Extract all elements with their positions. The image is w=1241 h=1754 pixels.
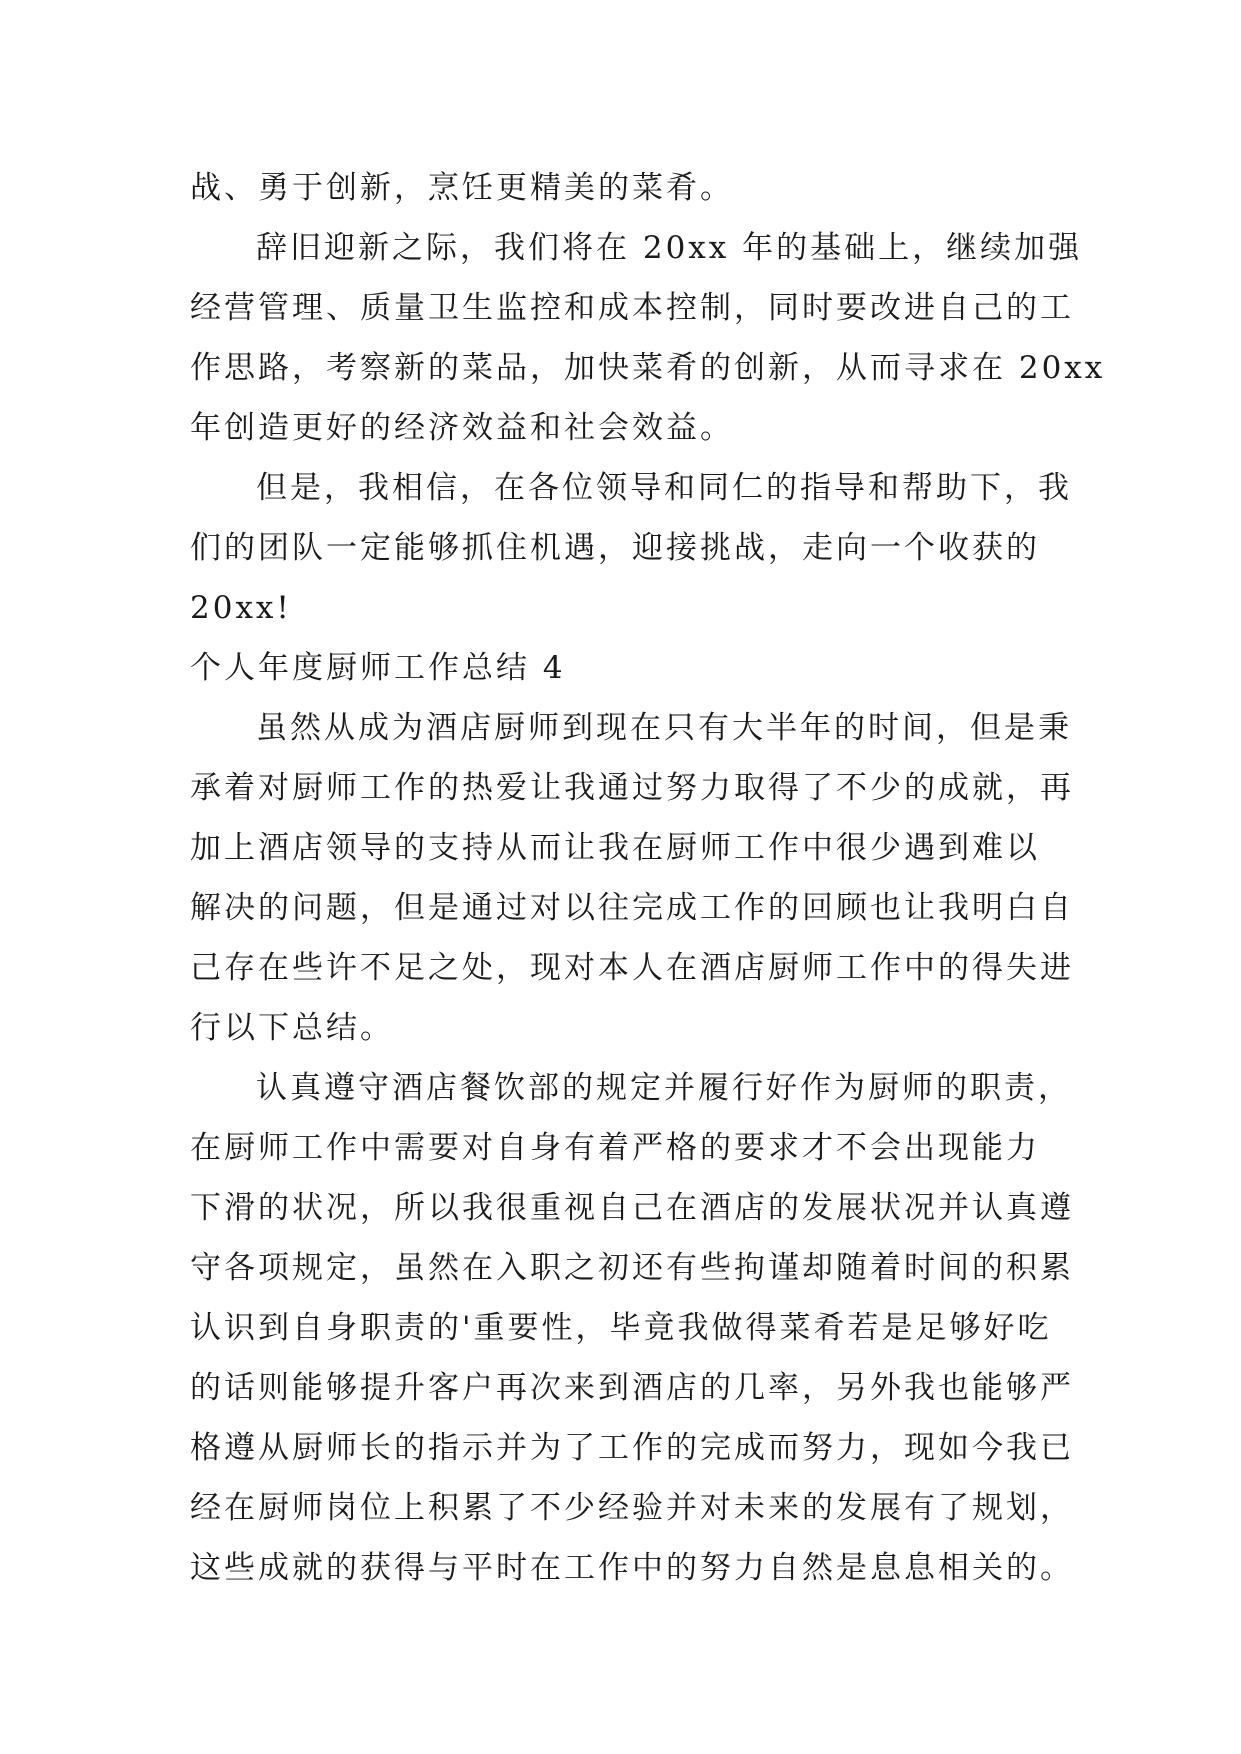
text-line: 经在厨师岗位上积累了不少经验并对未来的发展有了规划，	[190, 1490, 1074, 1526]
paragraph-first-line: 辞旧迎新之际，我们将在 20xx 年的基础上，继续加强	[256, 230, 1083, 266]
text-line: 行以下总结。	[190, 1010, 394, 1046]
text-line: 下滑的状况，所以我很重视自己在酒店的发展状况并认真遵	[190, 1190, 1074, 1226]
text-line: 战、勇于创新，烹饪更精美的菜肴。	[190, 170, 734, 206]
text-line: 认识到自身职责的'重要性，毕竟我做得菜肴若是足够好吃	[190, 1310, 1052, 1346]
paragraph-first-line: 虽然从成为酒店厨师到现在只有大半年的时间，但是秉	[256, 710, 1072, 746]
text-line: 20xx!	[190, 590, 292, 626]
text-line: 格遵从厨师长的指示并为了工作的完成而努力，现如今我已	[190, 1430, 1074, 1466]
text-line: 加上酒店领导的支持从而让我在厨师工作中很少遇到难以	[190, 830, 1040, 866]
paragraph-first-line: 认真遵守酒店餐饮部的规定并履行好作为厨师的职责，	[256, 1070, 1072, 1106]
text-line: 的话则能够提升客户再次来到酒店的几率，另外我也能够严	[190, 1370, 1074, 1406]
text-line: 们的团队一定能够抓住机遇，迎接挑战，走向一个收获的	[190, 530, 1040, 566]
text-line: 这些成就的获得与平时在工作中的努力自然是息息相关的。	[190, 1550, 1074, 1586]
section-heading: 个人年度厨师工作总结 4	[190, 650, 566, 686]
text-line: 己存在些许不足之处，现对本人在酒店厨师工作中的得失进	[190, 950, 1074, 986]
text-line: 年创造更好的经济效益和社会效益。	[190, 410, 734, 446]
text-line: 经营管理、质量卫生监控和成本控制，同时要改进自己的工	[190, 290, 1074, 326]
text-line: 承着对厨师工作的热爱让我通过努力取得了不少的成就，再	[190, 770, 1074, 806]
paragraph-first-line: 但是，我相信，在各位领导和同仁的指导和帮助下，我	[256, 470, 1072, 506]
text-line: 作思路，考察新的菜品，加快菜肴的创新，从而寻求在 20xx	[190, 350, 1106, 386]
text-line: 解决的问题，但是通过对以往完成工作的回顾也让我明白自	[190, 890, 1074, 926]
text-line: 守各项规定，虽然在入职之初还有些拘谨却随着时间的积累	[190, 1250, 1074, 1286]
text-line: 在厨师工作中需要对自身有着严格的要求才不会出现能力	[190, 1130, 1040, 1166]
document-body	[190, 158, 1106, 1598]
